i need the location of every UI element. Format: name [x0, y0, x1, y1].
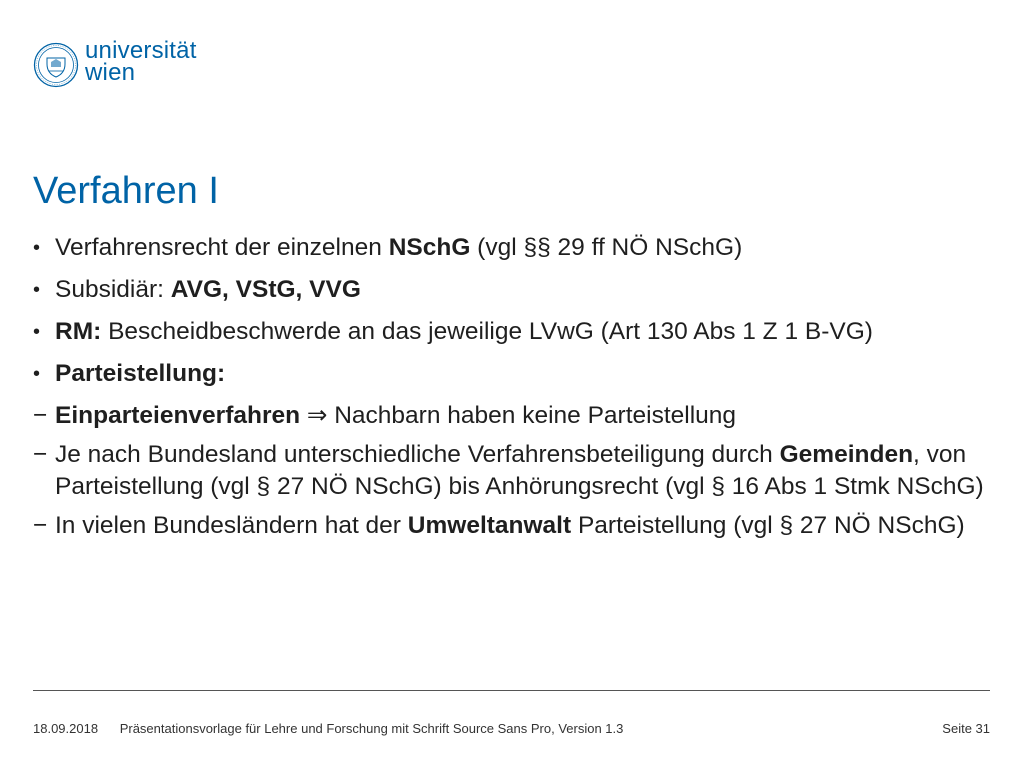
bullet-marker: •	[33, 363, 41, 385]
item-text: (vgl §§ 29 ff NÖ NSchG)	[470, 234, 743, 261]
bold-text: Parteistellung:	[55, 360, 226, 387]
footer-date: 18.09.2018	[33, 721, 99, 736]
university-logo	[33, 37, 203, 92]
logo-line-1: universität	[85, 37, 197, 64]
dash-marker: −	[33, 441, 48, 468]
item-text: Je nach Bundesland unterschiedliche Verfahrensbeteiligung durch	[55, 441, 780, 468]
bold-text: Einparteienverfahren	[55, 402, 301, 429]
bold-text: AVG, VStG, VVG	[170, 276, 361, 303]
bullet-marker: •	[33, 279, 41, 301]
logo-wordmark	[85, 37, 197, 86]
item-text: Subsidiär:	[55, 276, 171, 303]
dash-item	[33, 439, 993, 503]
footer	[33, 721, 990, 737]
bold-text: NSchG	[388, 234, 471, 261]
dash-marker: −	[33, 512, 48, 539]
footer-divider	[33, 690, 990, 691]
bold-text: RM:	[55, 318, 102, 345]
bullet-marker: •	[33, 237, 41, 259]
slide-title: Verfahren I	[33, 170, 219, 212]
item-text: Bescheidbeschwerde an das jeweilige LVwG (Art 130 Abs 1 Z 1 B-VG)	[101, 318, 873, 345]
item-text: ⇒ Nachbarn haben keine Parteistellung	[300, 402, 737, 429]
bullet-item	[33, 316, 993, 348]
item-text: , von Parteistellung (vgl § 27 NÖ NSchG) bis Anhörungsrecht (vgl § 16 Abs 1 Stmk NSchG)	[55, 441, 984, 500]
item-text: In vielen Bundesländern hat der	[55, 512, 408, 539]
bullet-list	[33, 232, 993, 549]
logo-line-2: wien	[85, 59, 136, 86]
bold-text: Gemeinden	[779, 441, 914, 468]
footer-page-number: Seite 31	[942, 721, 990, 736]
bullet-item	[33, 232, 993, 264]
dash-item	[33, 510, 993, 542]
university-seal-icon	[33, 42, 79, 88]
dash-marker: −	[33, 402, 48, 429]
bullet-item	[33, 358, 993, 390]
bullet-marker: •	[33, 321, 41, 343]
bold-text: Umweltanwalt	[407, 512, 572, 539]
dash-item	[33, 400, 993, 432]
footer-template-info: Präsentationsvorlage für Lehre und Forschung mit Schrift Source Sans Pro, Version 1.3	[119, 721, 624, 736]
bullet-item	[33, 274, 993, 306]
item-text: Verfahrensrecht der einzelnen	[55, 234, 389, 261]
item-text: Parteistellung (vgl § 27 NÖ NSchG)	[571, 512, 965, 539]
